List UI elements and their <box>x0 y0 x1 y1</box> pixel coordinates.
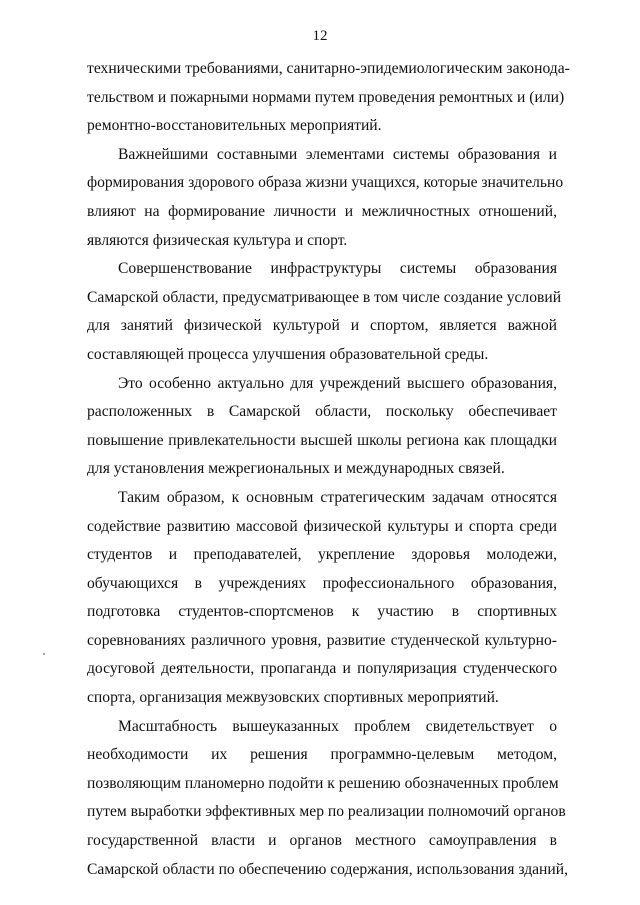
paragraph-line: обучающихся в учреждениях профессионального образования, <box>87 574 557 592</box>
paragraph-line: Масштабность вышеуказанных проблем свидетельствует о <box>118 717 557 735</box>
paragraph-6 <box>87 713 568 885</box>
paragraph-line: для установления межрегиональных и международных связей. <box>87 460 505 478</box>
paragraph-line: необходимости их решения программно-целевым методом, <box>87 746 557 764</box>
page-number: 12 <box>312 28 328 44</box>
paragraph-line: составляющей процесса улучшения образовательной среды. <box>87 345 489 363</box>
paragraph-line: позволяющим планомерно подойти к решению обозначенных проблем <box>87 774 559 792</box>
paragraph-line: Это особенно актуально для учреждений высшего образования, <box>118 374 557 392</box>
paragraph-line: техническими требованиями, санитарно-эпидемиологическим законода- <box>87 60 570 77</box>
paragraph-line: тельством и пожарными нормами путем проведения ремонтных и (или) <box>87 88 565 106</box>
paragraph-line: повышение привлекательности высшей школы региона как площадки <box>87 431 557 449</box>
paragraph-line: Совершенствование инфраструктуры системы образования <box>118 260 557 278</box>
paragraph-line: спорта, организация межвузовских спортивных мероприятий. <box>87 689 499 707</box>
paragraph-line: ремонтно-восстановительных мероприятий. <box>87 117 382 135</box>
scan-speck <box>43 653 45 655</box>
paragraph-2 <box>87 141 564 255</box>
paragraph-line: досуговой деятельности, пропаганда и популяризация студенческого <box>87 660 557 678</box>
paragraph-5 <box>87 484 557 713</box>
paragraph-line: формирования здорового образа жизни учащихся, которые значительно <box>87 174 564 192</box>
paragraph-line: Важнейшими составными элементами системы образования и <box>118 145 557 163</box>
paragraph-line: Самарской области по обеспечению содержания, использования зданий, <box>87 860 568 878</box>
paragraph-line: Таким образом, к основным стратегическим задачам относятся <box>118 488 557 506</box>
paragraph-3 <box>87 255 562 369</box>
paragraph-line: студентов и преподавателей, укрепление здоровья молодежи, <box>87 546 557 564</box>
paragraph-line: подготовка студентов-спортсменов к участию в спортивных <box>87 603 557 621</box>
paragraph-line: путем выработки эффективных мер по реализации полномочий органов <box>87 803 566 821</box>
paragraph-line: государственной власти и органов местного самоуправления в <box>87 832 557 850</box>
paragraph-line: для занятий физической культурой и спортом, является важной <box>87 317 557 335</box>
paragraph-line: Самарской области, предусматривающее в том числе создание условий <box>87 288 562 306</box>
document-body <box>87 55 570 884</box>
paragraph-line: являются физическая культура и спорт. <box>87 231 348 249</box>
paragraph-4 <box>87 370 557 484</box>
paragraph-line: влияют на формирование личности и межличностных отношений, <box>87 202 557 220</box>
paragraph-line: соревнованиях различного уровня, развитие студенческой культурно- <box>87 631 557 649</box>
paragraph-line: содействие развитию массовой физической культуры и спорта среди <box>87 517 557 535</box>
paragraph-1 <box>87 55 570 141</box>
paragraph-line: расположенных в Самарской области, поскольку обеспечивает <box>87 403 557 421</box>
